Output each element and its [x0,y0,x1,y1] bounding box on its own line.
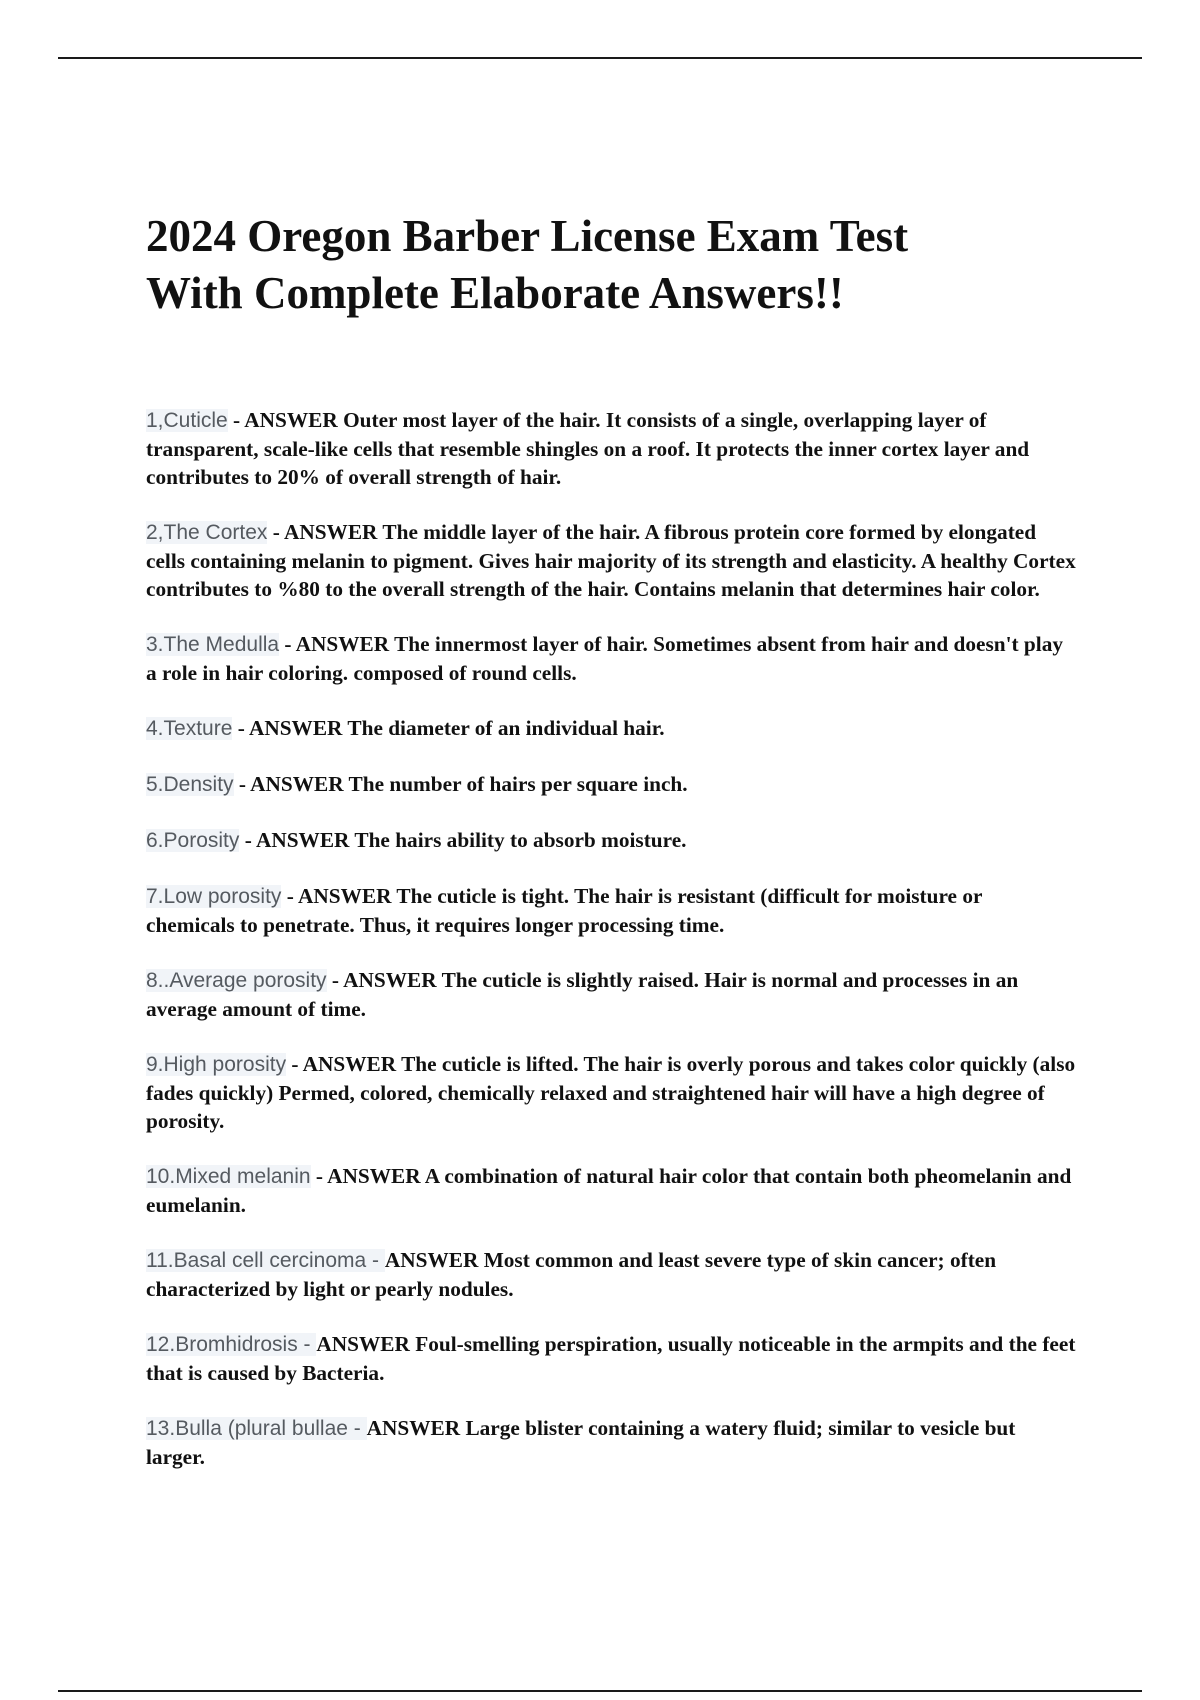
qa-entry [146,1162,1076,1219]
entry-answer: Outer most layer of the hair. It consists of a single, overlapping layer of transparent, scale-like cells that resemble shingles on a roof. It protects the inner cortex layer and contributes to 20% of overall strength of hair. [146,408,1030,489]
entry-answer: The innermost layer of hair. Sometimes absent from hair and doesn't play a role in hair coloring. composed of round cells. [146,632,1063,685]
entry-separator: - ANSWER [310,1164,425,1188]
entry-term: 2,The Cortex [146,521,268,544]
entry-term: 12.Bromhidrosis - [146,1333,317,1356]
qa-entry [146,882,1076,939]
entry-answer: The diameter of an individual hair. [347,716,665,740]
qa-entry [146,1050,1076,1135]
qa-entry [146,714,1076,743]
qa-entry [146,406,1076,491]
entry-separator: - ANSWER [326,968,442,992]
entry-term: 5.Density [146,773,234,796]
entry-answer: The hairs ability to absorb moisture. [354,828,687,852]
qa-entry [146,518,1076,603]
qa-list [146,406,1076,1471]
entry-term: 10.Mixed melanin [146,1165,311,1188]
entry-answer: The number of hairs per square inch. [348,772,688,796]
qa-entry [146,770,1076,799]
entry-answer: A combination of natural hair color that contain both pheomelanin and eumelanin. [146,1164,1072,1217]
entry-answer: Foul-smelling perspiration, usually noticeable in the armpits and the feet that is caused by Bacteria. [146,1332,1076,1385]
entry-separator: - ANSWER [233,772,349,796]
entry-separator: - ANSWER [281,884,397,908]
document-body [146,208,1076,1498]
document-title [146,208,1076,322]
entry-separator: ANSWER [366,1416,466,1440]
entry-answer: The cuticle is slightly raised. Hair is normal and processes in an average amount of time. [146,968,1019,1021]
top-rule [58,57,1142,59]
entry-answer: The cuticle is tight. The hair is resistant (difficult for moisture or chemicals to penetrate. Thus, it requires longer processing time. [146,884,983,937]
bottom-rule [58,1690,1142,1692]
entry-term: 7.Low porosity [146,885,282,908]
entry-term: 3.The Medulla [146,633,280,656]
entry-term: 6.Porosity [146,829,240,852]
entry-term: 8..Average porosity [146,969,327,992]
entry-answer: The middle layer of the hair. A fibrous protein core formed by elongated cells containing melanin to pigment. Gives hair majority of its strength and elasticity. A healthy Cortex contributes to %80 to the overall strength of the hair. Contains melanin that determines hair color. [146,520,1076,601]
entry-term: 11.Basal cell cercinoma - [146,1249,385,1272]
entry-separator: - ANSWER [286,1052,402,1076]
qa-entry [146,630,1076,687]
entry-term: 4.Texture [146,717,233,740]
qa-entry [146,826,1076,855]
entry-separator: - ANSWER [227,408,344,432]
title-line-1: 2024 Oregon Barber License Exam Test [146,211,909,261]
entry-separator: ANSWER [316,1332,416,1356]
entry-term: 1,Cuticle [146,409,228,432]
entry-answer: Most common and least severe type of skin cancer; often characterized by light or pearly nodules. [146,1248,997,1301]
entry-separator: - ANSWER [239,828,355,852]
entry-separator: ANSWER [384,1248,484,1272]
entry-term: 13.Bulla (plural bullae - [146,1417,367,1440]
qa-entry [146,1246,1076,1303]
qa-entry [146,1414,1076,1471]
qa-entry [146,966,1076,1023]
title-line-2: With Complete Elaborate Answers!! [146,268,844,318]
entry-answer: Large blister containing a watery fluid; similar to vesicle but larger. [146,1416,1016,1469]
entry-separator: - ANSWER [279,632,395,656]
qa-entry [146,1330,1076,1387]
entry-term: 9.High porosity [146,1053,287,1076]
entry-separator: - ANSWER [232,716,348,740]
entry-answer: The cuticle is lifted. The hair is overly porous and takes color quickly (also fades quickly) Permed, colored, chemically relaxed and straightened hair will have a high degree of porosity. [146,1052,1076,1133]
entry-separator: - ANSWER [267,520,383,544]
